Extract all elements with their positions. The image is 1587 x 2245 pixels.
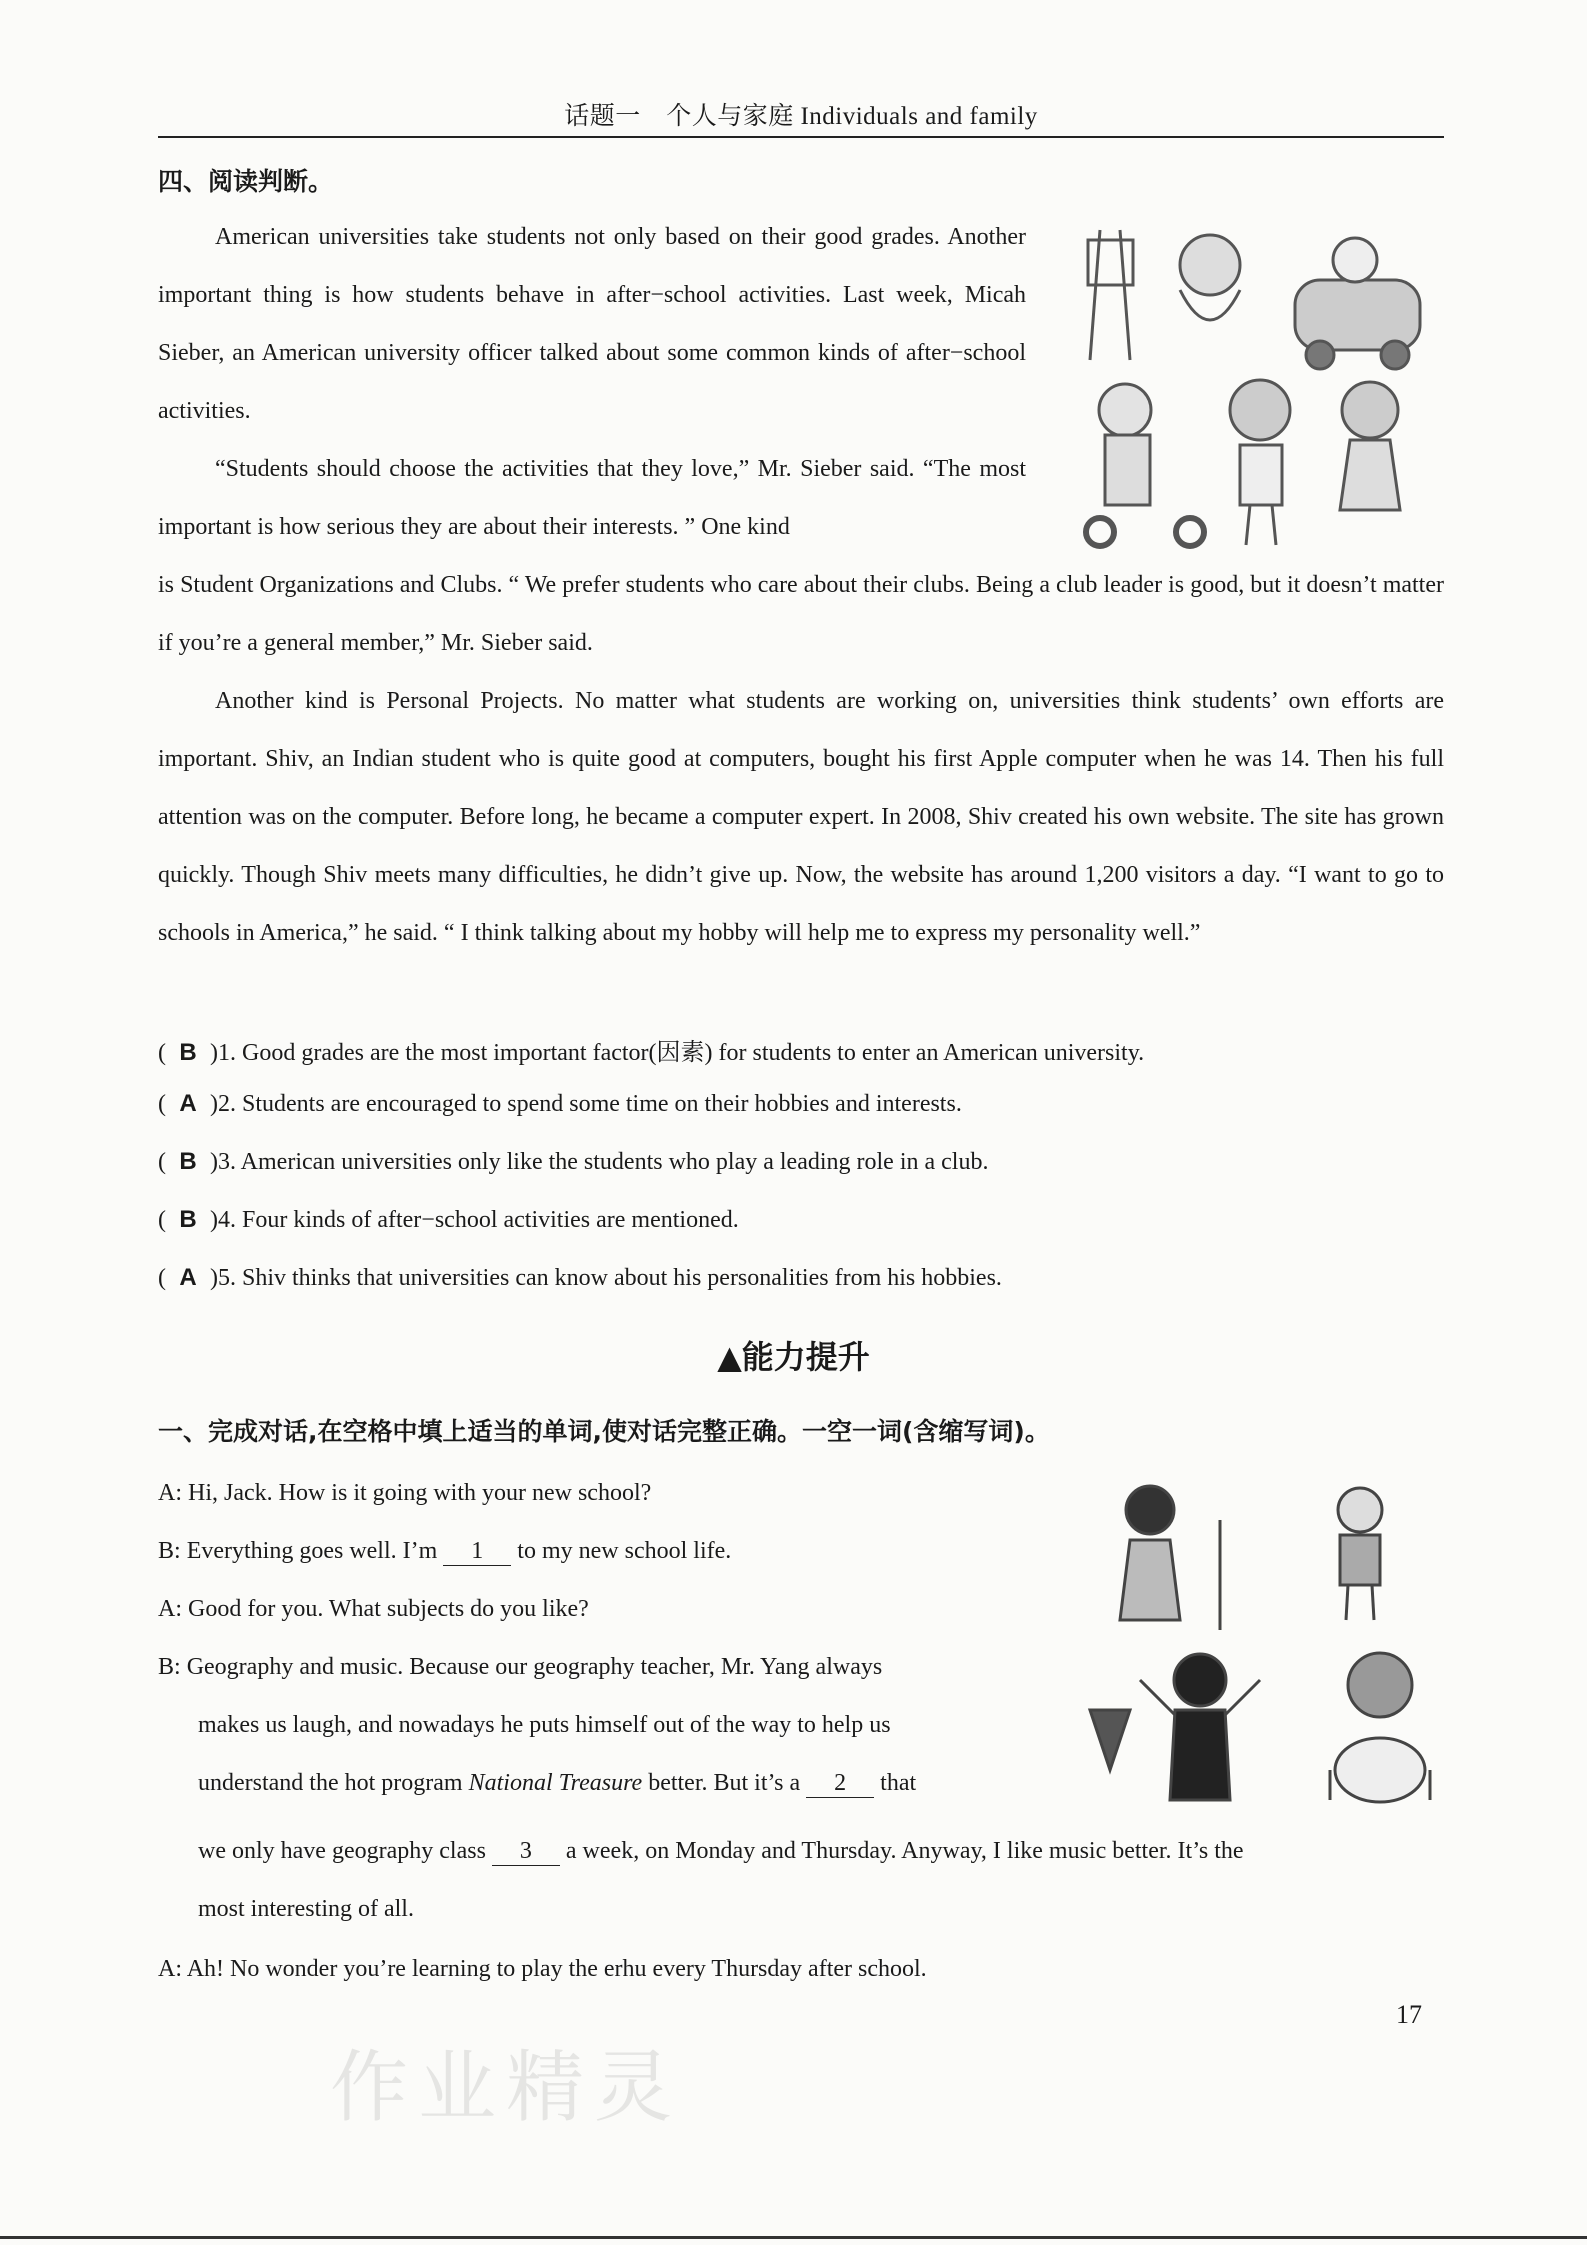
line-text: we only have geography class <box>198 1838 486 1864</box>
answer: A <box>179 1264 197 1291</box>
footer-rule <box>0 2236 1587 2239</box>
question-text: )5. Shiv thinks that universities can know about his personalities from his hobbies. <box>210 1265 1002 1291</box>
dialogue-line-5: makes us laugh, and nowadays he puts himself out of the way to help us <box>198 1712 891 1738</box>
passage-paragraph-2-cont <box>158 556 1444 672</box>
question-4: ( B )4. Four kinds of after−school activities are mentioned. <box>158 1206 739 1233</box>
header-rule <box>158 136 1444 138</box>
dialogue-line-7 <box>198 1838 1244 1866</box>
answer: B <box>179 1148 197 1175</box>
question-2: ( A )2. Students are encouraged to spend some time on their hobbies and interests. <box>158 1090 962 1117</box>
speaker: A: <box>158 1956 182 1982</box>
answer: A <box>179 1090 197 1117</box>
dialogue-line-3 <box>158 1596 589 1623</box>
speaker: B: <box>158 1654 181 1680</box>
program-title: National Treasure <box>468 1770 643 1796</box>
paragraph-text: Another kind is Personal Projects. No matter what students are working on, universities think students’ own efforts are important. Shiv, an Indian student who is quite good at computers, bought his first Apple computer when he was 14. Then his full attention was on the computer. Before long, he became a computer expert. In 2008, Shiv created his own website. The site has grown quickly. Though Shiv meets many difficulties, he didn’t give up. Now, the website has around 1,200 visitors a day. “I want to go to schools in America,” he said. “ I think talking about my hobby will help me to express my personality well.” <box>158 688 1444 946</box>
watermark: 作业精灵 <box>330 2043 683 2133</box>
section-title-ability: ▲能力提升 <box>717 1338 870 1376</box>
line-text: better. But it’s a <box>648 1770 801 1796</box>
blank-1: 1 <box>443 1538 511 1566</box>
line-text: to my new school life. <box>517 1538 732 1564</box>
dialogue-line-1 <box>158 1480 651 1507</box>
line-text: a week, on Monday and Thursday. Anyway, I like music better. It’s the <box>565 1838 1244 1864</box>
question-5: ( A )5. Shiv thinks that universities can know about his personalities from his hobbies. <box>158 1264 1002 1291</box>
question-text: )2. Students are encouraged to spend some time on their hobbies and interests. <box>210 1091 962 1117</box>
paragraph-text: “Students should choose the activities that they love,” Mr. Sieber said. “The most important is how serious they are about their interests. ” One kind <box>158 456 1026 540</box>
dialogue-line-8: most interesting of all. <box>198 1896 414 1922</box>
line-text: Hi, Jack. How is it going with your new school? <box>188 1480 652 1506</box>
paragraph-text: is Student Organizations and Clubs. “ We prefer students who care about their clubs. Being a club leader is good, but it doesn’t matter if you’re a general member,” Mr. Sieber said. <box>158 572 1444 656</box>
passage-paragraph-1 <box>158 208 1026 440</box>
passage-paragraph-3 <box>158 672 1444 962</box>
line-text: Ah! No wonder you’re learning to play the erhu every Thursday after school. <box>186 1956 927 1982</box>
paragraph-text: American universities take students not only based on their good grades. Another important thing is how students behave in after−school activities. Last week, Micah Sieber, an American university officer talked about some common kinds of after−school activities. <box>158 224 1026 424</box>
dialogue-line-2 <box>158 1538 731 1566</box>
question-text: )3. American universities only like the students who play a leading role in a club. <box>210 1149 989 1175</box>
music-kids-illustration <box>1080 1470 1450 1810</box>
line-text: Good for you. What subjects do you like? <box>188 1596 589 1622</box>
line-text: understand the hot program <box>198 1770 463 1796</box>
line-text: Geography and music. Because our geography teacher, Mr. Yang always <box>186 1654 883 1680</box>
question-text: )4. Four kinds of after−school activities are mentioned. <box>210 1207 739 1233</box>
blank-3: 3 <box>492 1838 560 1866</box>
question-text: )1. Good grades are the most important factor(因素) for students to enter an American university. <box>210 1040 1145 1066</box>
dialogue-line-9 <box>158 1956 927 1983</box>
line-text: Everything goes well. I’m <box>186 1538 438 1564</box>
answer: B <box>179 1206 197 1233</box>
dialogue-line-4 <box>158 1654 882 1681</box>
activities-illustration <box>1080 220 1450 565</box>
blank-2: 2 <box>806 1770 874 1798</box>
speaker: B: <box>158 1538 181 1564</box>
page-header: 话题一 个人与家庭 Individuals and family <box>564 103 1038 130</box>
passage-paragraph-2 <box>158 440 1026 556</box>
question-1: ( B )1. Good grades are the most important factor(因素) for students to enter an American university. <box>158 1039 1145 1066</box>
question-3: ( B )3. American universities only like the students who play a leading role in a club. <box>158 1148 989 1175</box>
section-heading: 四、阅读判断。 <box>158 167 334 196</box>
page-number: 17 <box>1396 2000 1422 2029</box>
exercise-instruction: 一、完成对话,在空格中填上适当的单词,使对话完整正确。一空一词(含缩写词)。 <box>158 1417 1050 1446</box>
line-text: that <box>880 1770 917 1796</box>
dialogue-line-6 <box>198 1770 916 1798</box>
speaker: A: <box>158 1480 182 1506</box>
answer: B <box>179 1039 197 1066</box>
speaker: A: <box>158 1596 182 1622</box>
